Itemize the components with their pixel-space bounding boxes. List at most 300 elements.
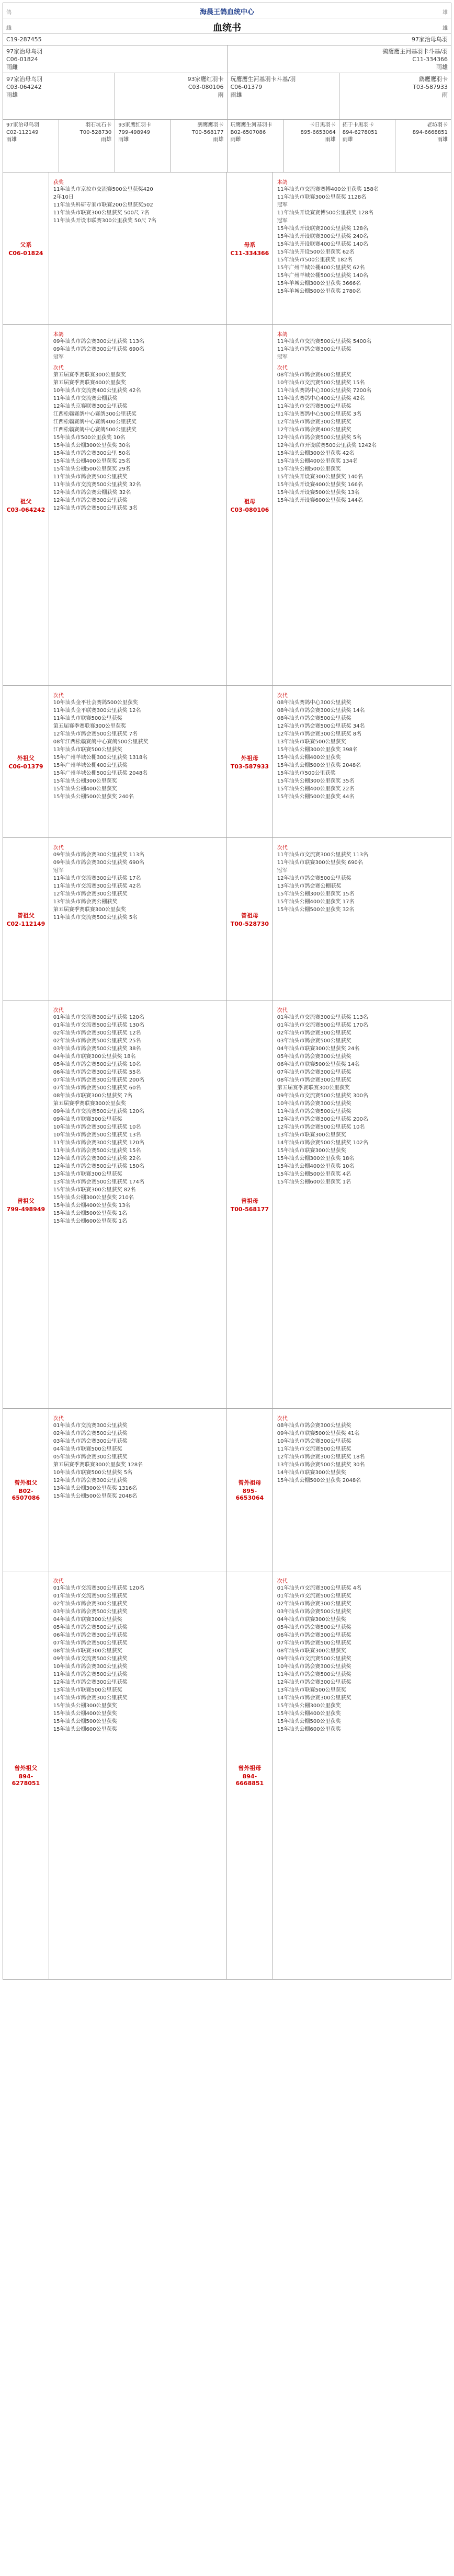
record-line: 15年汕头公棚400公里获奖 134名: [277, 458, 358, 464]
record-body: [49, 1571, 227, 1979]
record-line: 15年汕头公棚400公里获奖 13名: [53, 1203, 131, 1209]
record-line: 12年汕头市鸽会赛300公里获奖: [277, 1680, 351, 1685]
record-line: 05年汕头市鸽会赛300公里获奖: [53, 1454, 128, 1460]
record-line: 03年汕头市鸽会赛500公里获奖: [277, 1038, 351, 1044]
record-body: [49, 1000, 227, 1408]
document-title: 血统书: [213, 22, 241, 33]
record-line: 15年汕头公棚300公里获奖: [277, 1703, 341, 1709]
record-line: 04年汕头市联赛300公里获奖 18名: [53, 1054, 136, 1060]
record-role: 曾外祖母: [238, 1479, 262, 1486]
record-section-label: 次代: [277, 365, 288, 371]
record-line: 07年汕头市鸽会赛300公里获奖 200名: [53, 1077, 144, 1083]
grandparent-color: 雨: [442, 91, 448, 98]
record-line: 01年汕头市交流赛300公里获奖 113名: [277, 1015, 368, 1020]
record-body: [49, 1409, 227, 1571]
record-line: 05年汕头市鸽会赛500公里获奖: [53, 1625, 128, 1630]
record-line: 15年汕头公棚300公里获奖 35名: [277, 778, 355, 784]
record-label: [3, 325, 49, 685]
record-line: 12年汕头市鸽会赛500公里获奖: [277, 876, 351, 881]
record-line: 09年汕头市交流赛500公里获奖: [277, 1656, 351, 1662]
record-line: 15年汕头市500公里获奖: [277, 770, 336, 776]
record-line: 12年汕头市鸽会赛300公里获奖: [53, 498, 128, 503]
record-line: 15年汕头公棚300公里获奖: [53, 1703, 117, 1709]
parent-color: 雨雄: [436, 64, 448, 71]
record-label: [3, 1571, 49, 1979]
record-line: 11年汕头市交流赛500公里获奖 32名: [53, 482, 141, 488]
record-line: 15年汕头公棚500公里获奖 2048名: [277, 1478, 361, 1484]
grandparent-color: 雨雄: [230, 91, 242, 98]
record-section-label: 次代: [53, 1416, 64, 1422]
record-line: 09年汕头市联赛300公里获奖: [53, 1117, 122, 1122]
record-line: 06年汕头市鸽会赛300公里获奖: [53, 1632, 128, 1638]
record-line: 08年汕头市联赛300公里获奖: [53, 1648, 122, 1654]
record-line: 09年汕头市鸽会赛300公里获奖 690名: [53, 347, 144, 352]
record-line: 11年汕头市交流赛500公里获奖: [277, 404, 351, 409]
record-line: 08年汕头市联赛300公里获奖: [277, 1648, 346, 1654]
ancestor-name: 97家治母鸟羽: [6, 122, 39, 128]
ancestor-color: 雨雄: [325, 137, 336, 143]
record-line: 11年汕头赛鸽中心500公里获奖 3名: [277, 411, 362, 417]
record-line: 13年汕头公棚300公里获奖 1316名: [53, 1486, 138, 1491]
great-grandparent-cell: [3, 120, 59, 172]
record-line: 07年汕头市鸽会赛500公里获奖: [277, 1640, 351, 1646]
record-line: 10年汕头市交流赛400公里获奖 42名: [53, 388, 141, 394]
record-line: 11年汕头市交流赛300公里获奖 42名: [53, 883, 141, 889]
record-line: 13年汕头市联赛500公里获奖: [53, 1687, 122, 1693]
great-grandparent-cell: [228, 120, 283, 172]
record-section-label: 次代: [277, 1416, 288, 1422]
record-line: 15年汕头开设赛500公里获奖 13名: [277, 490, 360, 496]
record-line: 11年汕头科研专家市联赛200公里获奖502: [53, 202, 153, 208]
great-grandparent-cell: [395, 120, 451, 172]
record-line: 11年汕头市交流赛500公里获奖 5名: [53, 915, 138, 921]
record-line: 11年汕头开设市联赛300公里获奖 50尺 7名: [53, 218, 157, 224]
record-line: 01年汕头市交流赛300公里获奖 120名: [53, 1585, 144, 1591]
record-line: 11年汕头市京拉市交流赛500公里获奖420: [53, 187, 153, 192]
record-line: 第五届赛季赛联赛300公里获奖: [53, 723, 126, 729]
record-body: [273, 325, 451, 685]
record-row: [3, 325, 451, 686]
record-line: 15年汕头公棚500公里获奖: [53, 1719, 117, 1724]
record-label: [227, 325, 273, 685]
grandparent-ring: C06-01379: [230, 84, 263, 90]
record-line: 15年广州羊城公棚500公里获奖 140名: [277, 273, 368, 279]
record-line: 04年汕头市联赛300公里获奖: [277, 1617, 346, 1623]
record-role: 外祖父: [17, 754, 35, 762]
subject-ring: C19-287455: [6, 36, 42, 43]
org-title-bar: [3, 3, 451, 18]
record-line: 11年汕头市联赛300公里获奖 690名: [277, 860, 363, 866]
record-body: [273, 1571, 451, 1979]
record-label: [3, 1409, 49, 1571]
hero-left-mark: 雌: [6, 26, 12, 31]
record-line: 04年汕头市联赛500公里获奖: [53, 1446, 122, 1452]
record-line: 2年10日: [53, 194, 74, 200]
record-line: 02年汕头市鸽会赛300公里获奖 12名: [53, 1030, 141, 1036]
record-line: 12年汕头京赛联赛300公里获奖: [53, 404, 128, 409]
generation-1: [3, 45, 451, 73]
record-line: 15年汕头公棚300公里获奖 42名: [277, 451, 355, 456]
record-section-label: 次代: [277, 845, 288, 851]
ancestor-name: 玩鹰鹰生河基羽卡: [230, 122, 273, 128]
record-section-label: 次代: [53, 1008, 64, 1014]
parent-cell-dam: [228, 45, 451, 73]
record-line: 11年汕头市交流赛300公里获奖 17名: [53, 876, 141, 881]
great-grandparent-cell: [283, 120, 339, 172]
record-line: 15年广州羊城公棚400公里获奖 62名: [277, 265, 365, 271]
record-line: 11年汕头市交流赛500公里获奖: [277, 1446, 351, 1452]
record-line: 03年汕头市鸽会赛500公里获奖: [277, 1609, 351, 1615]
record-line: 09年汕头市鸽会赛300公里获奖 113名: [53, 339, 144, 344]
record-line: 12年汕头市鸽会赛500公里获奖 10名: [277, 1124, 365, 1130]
record-line: 15年汕头开设赛600公里获奖 144名: [277, 498, 363, 503]
record-role: 母系: [244, 241, 256, 248]
record-line: 08年汕头市鸽会赛600公里获奖: [277, 372, 351, 378]
record-line: 10年汕头市交流赛500公里获奖 15名: [277, 380, 365, 386]
record-line: 15年汕头公棚500公里获奖 32名: [277, 907, 355, 913]
record-body: [273, 1000, 451, 1408]
record-row: [3, 1000, 451, 1409]
record-body: [273, 172, 451, 324]
record-line: 江西松赣赛鸽中心赛鸽500公里获奖: [53, 427, 137, 433]
grandparent-color: 雨: [218, 91, 224, 98]
record-label: [3, 1000, 49, 1408]
record-ring: C06-01379: [8, 763, 43, 770]
record-line: 12年汕头市鸽会赛300公里获奖: [53, 1680, 128, 1685]
record-line: 11年汕头市交流赛300公里获奖 113名: [277, 852, 368, 858]
record-line: 09年汕头市交流赛500公里获奖 300名: [277, 1093, 368, 1099]
document-title-bar: [3, 18, 451, 33]
record-line: 07年汕头市鸽会赛500公里获奖 60名: [53, 1085, 141, 1091]
record-line: 03年汕头市鸽会赛500公里获奖 38名: [53, 1046, 141, 1052]
record-line: 14年汕头市鸽会赛300公里获奖: [277, 1695, 351, 1701]
record-line: 13年汕头市联赛300公里获奖: [53, 1171, 122, 1177]
record-line: 01年汕头市交流赛300公里获奖 4名: [277, 1585, 362, 1591]
record-ring: C03-080106: [230, 506, 269, 513]
record-line: 12年汕头市鸽会赛300公里获奖: [53, 891, 128, 897]
parent-ring: C11-334366: [412, 56, 448, 63]
record-line: 01年汕头市交流赛500公里获奖: [277, 1593, 351, 1599]
ancestor-color: 雨雄: [213, 137, 224, 143]
record-label: [3, 686, 49, 837]
pedigree-certificate: [3, 3, 451, 1980]
record-line: 02年汕头市鸽会赛300公里获奖: [53, 1601, 128, 1607]
record-line: 02年汕头市鸽会赛500公里获奖: [53, 1431, 128, 1436]
record-label: [227, 1571, 273, 1979]
record-line: 15年汕头开设联赛400公里获奖 140名: [277, 242, 368, 247]
record-section-label: 次代: [277, 693, 288, 699]
record-line: 11年汕头市联赛300公里获奖 1128名: [277, 194, 367, 200]
record-line: 第五届赛季赛联赛300公里获奖 128名: [53, 1462, 143, 1468]
record-ring: 894-6668851: [235, 1773, 264, 1787]
great-grandparent-cell: [59, 120, 115, 172]
record-line: 第五届赛季赛联赛300公里获奖: [277, 1085, 350, 1091]
grandparent-color: 雨雄: [6, 91, 18, 98]
ancestor-ring: T00-568177: [191, 130, 224, 135]
record-line: 11年汕头市鸽会赛500公里获奖 15名: [53, 1148, 141, 1154]
record-line: 15年汕头市500公里获奖 10名: [53, 435, 126, 441]
record-body: [49, 172, 227, 324]
record-line: 13年汕头市鸽会赛500公里获奖 30名: [277, 1462, 365, 1468]
ancestor-ring: 895-6653064: [300, 130, 336, 135]
record-role: 祖母: [244, 498, 256, 505]
record-ring: T03-587933: [230, 763, 269, 770]
record-line: 冠军: [53, 868, 64, 873]
record-role: 曾祖父: [17, 912, 35, 919]
ancestor-ring: B02-6507086: [230, 130, 266, 135]
record-line: 01年汕头市交流赛300公里获奖 120名: [53, 1015, 144, 1020]
record-line: 10年汕头市鸽会赛500公里获奖 13名: [53, 1132, 141, 1138]
record-line: 10年汕头市鸽会赛300公里获奖: [277, 1664, 351, 1670]
record-label: [227, 172, 273, 324]
record-line: 06年汕头市联赛500公里获奖 14名: [277, 1062, 360, 1067]
ancestor-color: 雨雄: [101, 137, 112, 143]
record-line: 15年羊城公棚300公里获奖 3666名: [277, 281, 361, 286]
record-line: 02年汕头市鸽会赛500公里获奖 25名: [53, 1038, 141, 1044]
record-line: 07年汕头市鸽会赛500公里获奖: [53, 1640, 128, 1646]
record-line: 11年汕头开设赛赛博500公里获奖 128名: [277, 210, 373, 216]
record-line: 02年汕头市鸽会赛300公里获奖: [277, 1030, 351, 1036]
record-line: 05年汕头市鸽会赛300公里获奖: [277, 1054, 351, 1060]
record-line: 冠军: [277, 202, 288, 208]
ancestor-name: 羽石坑石卡: [85, 122, 112, 128]
record-line: 15年汕头公棚300公里获奖 18名: [277, 1156, 355, 1162]
record-role: 祖父: [20, 498, 32, 505]
record-line: 13年汕头市鸽会赛500公里获奖 174名: [53, 1179, 144, 1185]
record-ring: B02-6507086: [12, 1488, 40, 1501]
record-line: 15年汕头公棚300公里获奖: [53, 778, 117, 784]
record-line: 08年江西松赣赛鸽中心赛鸽500公里获奖: [53, 739, 149, 745]
record-line: 11年汕头市交流赛公棚获奖: [53, 396, 118, 401]
grandparent-cell: [339, 73, 451, 119]
record-line: 10年汕头市鸽会赛300公里获奖: [277, 1439, 351, 1444]
record-line: 10年汕头市鸽会赛300公里获奖 10名: [53, 1124, 141, 1130]
record-line: 15年汕头公棚600公里获奖 1名: [53, 1218, 128, 1224]
record-line: 04年汕头市联赛300公里获奖 24名: [277, 1046, 360, 1052]
hero-right-mark: 雄: [442, 26, 448, 31]
record-line: 15年汕头公棚400公里获奖: [277, 1711, 341, 1717]
grandparent-name: 97家治母鸟羽: [6, 76, 42, 83]
record-row: [3, 172, 451, 325]
record-line: 15年汕头市500公里获奖 182名: [277, 257, 353, 263]
record-label: [227, 838, 273, 1000]
record-line: 15年汕头公棚500公里获奖 4名: [277, 1171, 351, 1177]
record-line: 江西松赣赛鸽中心赛鸽400公里获奖: [53, 419, 137, 425]
parent-name: 97家治母鸟羽: [6, 48, 42, 55]
record-line: 11年汕头市交流赛赛博400公里获奖 158名: [277, 187, 379, 192]
record-line: 01年汕头市交流赛300公里获奖: [53, 1423, 128, 1429]
record-line: 06年汕头市鸽会赛300公里获奖: [277, 1632, 351, 1638]
great-grandparent-cell: [171, 120, 227, 172]
record-line: 12年汕头市鸽会赛500公里获奖 7名: [53, 731, 138, 737]
record-line: 08年汕头市联赛300公里获奖 7名: [53, 1093, 133, 1099]
record-section-label: 本鸽: [53, 332, 64, 338]
record-ring: C11-334366: [230, 249, 269, 257]
ancestor-name: 93家鹰红羽卡: [118, 122, 151, 128]
record-body: [49, 686, 227, 837]
grandparent-ring: C03-080106: [188, 84, 224, 90]
record-ring: C03-064242: [6, 506, 46, 513]
record-line: 13年汕头市联赛300公里获奖: [277, 1132, 346, 1138]
record-line: 15年汕头公棚500公里获奖 29名: [53, 466, 131, 472]
record-row: [3, 838, 451, 1000]
record-line: 15年汕头公棚500公里获奖: [277, 1719, 341, 1724]
record-line: 12年汕头市鸽会赛500公里获奖 5名: [277, 435, 362, 441]
record-line: 15年汕头公棚400公里获奖 22名: [277, 786, 355, 792]
record-line: 12年汕头市鸽会赛300公里获奖 18名: [277, 1454, 365, 1460]
record-line: 15年汕头市鸽会赛300公里 50名: [53, 451, 131, 456]
record-line: 11年汕头市交流赛500公里获奖 5400名: [277, 339, 372, 344]
record-body: [273, 1409, 451, 1571]
record-line: 冠军: [277, 218, 288, 224]
record-label: [3, 172, 49, 324]
ancestor-name: 老坊羽卡: [427, 122, 448, 128]
record-line: 11年汕头市鸽会赛500公里获奖: [277, 1109, 351, 1114]
record-ring: T00-568177: [230, 1205, 269, 1213]
record-line: 15年汕头公棚500公里获奖 2048名: [277, 763, 361, 768]
ancestor-color: 雨雄: [118, 137, 129, 143]
record-line: 第五届赛季赛联赛300公里获奖: [53, 907, 126, 913]
record-line: 11年汕头市联赛500公里获奖: [53, 716, 122, 721]
record-section-label: 次代: [53, 1579, 64, 1584]
record-line: 01年汕头市交流赛500公里获奖 170名: [277, 1022, 368, 1028]
record-line: 江西松赣赛鸽中心赛鸽300公里获奖: [53, 411, 137, 417]
record-line: 10年汕头金平社会赛鸽500公里获奖: [53, 700, 138, 706]
record-role: 父系: [20, 241, 32, 248]
record-line: 14年汕头市鸽会赛300公里获奖: [53, 1695, 128, 1701]
record-section-label: 次代: [277, 1008, 288, 1014]
record-line: 13年汕头市联赛500公里获奖: [53, 747, 122, 753]
record-line: 11年汕头市鸽会赛500公里获奖: [277, 1672, 351, 1677]
record-line: 15年广州羊城公棚300公里获奖 1318名: [53, 755, 148, 761]
record-line: 15年汕头公棚300公里获奖 398名: [277, 747, 358, 753]
record-line: 12年汕头市鸽会赛500公里获奖 150名: [53, 1164, 144, 1169]
record-line: 15年汕头公棚300公里获奖 210名: [53, 1195, 134, 1201]
grandparent-ring: T03-587933: [413, 84, 448, 90]
record-line: 12年汕头市鸽会赛300公里获奖: [277, 419, 351, 425]
ancestor-name: 鹞鹰鹰羽卡: [197, 122, 224, 128]
record-line: 09年汕头市鸽会赛300公里获奖 690名: [53, 860, 144, 866]
org-name: 海晨王鸽血统中心: [199, 8, 254, 16]
ancestor-ring: 894-6668851: [412, 130, 448, 135]
record-line: 08年汕头市鸽会赛300公里获奖: [277, 1077, 351, 1083]
record-line: 冠军: [53, 354, 64, 360]
record-line: 12年汕头市鸽会赛500公里获奖 3名: [53, 505, 138, 511]
record-line: 08年汕头市鸽会赛500公里获奖: [277, 716, 351, 721]
record-ring: 894-6278051: [12, 1773, 40, 1787]
grandparent-name: 玩鹰鹰生河基羽卡斗基/羽: [230, 76, 296, 83]
record-ring: 799-498949: [6, 1205, 46, 1213]
record-ring: 895-6653064: [235, 1488, 264, 1501]
record-line: 15年汕头开设赛300公里获奖 140名: [277, 474, 363, 480]
record-line: 09年汕头市交流赛500公里获奖: [53, 1656, 128, 1662]
record-line: 15年汕头开设500公里获奖 62名: [277, 249, 355, 255]
record-line: 13年汕头市鸽会赛公棚获奖: [277, 883, 342, 889]
record-line: 12年汕头市鸽会赛500公里获奖 34名: [277, 723, 365, 729]
record-line: 11年汕头市鸽会赛300公里获奖 120名: [53, 1140, 144, 1146]
subject-ring-row: [3, 33, 451, 45]
record-line: 11年汕头市联赛300公里获奖 500尺 7名: [53, 210, 150, 216]
parent-name: 鹞鹰鹰主河基羽卡斗基/羽: [382, 48, 448, 55]
record-line: 12年汕头市鸽会赛300公里获奖 22名: [53, 1156, 141, 1162]
record-body: [49, 325, 227, 685]
record-line: 第五届赛季赛联赛300公里获奖: [53, 372, 126, 378]
ancestor-color: 雨雄: [342, 137, 353, 143]
record-label: [227, 1000, 273, 1408]
record-line: 09年汕头市交流赛500公里获奖 120名: [53, 1109, 144, 1114]
record-line: 15年汕头公棚400公里获奖 10名: [277, 1164, 355, 1169]
parent-cell-sire: [3, 45, 228, 73]
record-line: 第五届赛季赛联赛300公里获奖: [53, 1101, 126, 1107]
performance-records: [3, 172, 451, 1979]
record-line: 15年汕头开设联赛200公里获奖 128名: [277, 226, 368, 232]
record-line: 15年汕头公棚500公里获奖 2048名: [53, 1493, 138, 1499]
subject-strain: 97家治母鸟羽: [412, 36, 448, 43]
generation-3: [3, 120, 451, 172]
record-line: 13年汕头市鸽会赛公棚获奖: [53, 899, 118, 905]
grandparent-cell: [228, 73, 339, 119]
record-row: [3, 686, 451, 838]
ancestor-ring: T00-528730: [80, 130, 112, 135]
record-line: 15年汕头公棚500公里获奖 44名: [277, 794, 355, 800]
record-role: 外祖母: [241, 754, 258, 762]
record-line: 14年汕头市鸽会赛500公里获奖 102名: [277, 1140, 368, 1146]
record-line: 15年汕头公棚600公里获奖: [53, 1727, 117, 1732]
record-line: 14年汕头市联赛300公里获奖: [277, 1470, 346, 1476]
record-role: 曾外祖父: [14, 1479, 38, 1486]
record-ring: C06-01824: [8, 249, 43, 257]
record-section-label: 次代: [277, 1579, 288, 1584]
record-line: 15年汕头公棚600公里获奖: [277, 1727, 341, 1732]
ancestor-name: 拓于卡黑羽卡: [342, 122, 374, 128]
record-line: 12年汕头市鸽会赛300公里获奖 8名: [277, 731, 362, 737]
grandparent-cell: [115, 73, 227, 119]
record-line: 15年广州羊城公棚500公里获奖 2048名: [53, 770, 148, 776]
record-line: 11年汕头市鸽会赛500公里获奖: [53, 474, 128, 480]
record-line: 12年汕头市鸽会赛400公里获奖: [277, 427, 351, 433]
great-grandparent-cell: [339, 120, 395, 172]
record-line: 05年汕头市鸽会赛500公里获奖 10名: [53, 1062, 141, 1067]
record-line: 12年汕头市开设联赛500公里获奖 1242名: [277, 443, 377, 448]
record-line: 11年汕头金平联赛300公里获奖 12名: [53, 708, 141, 714]
record-line: 11年汕头赛鸽中心400公里获奖 42名: [277, 396, 365, 401]
record-line: 15年汕头公棚500公里获奖 1名: [53, 1211, 128, 1216]
ancestor-color: 雨雄: [6, 137, 17, 143]
ancestor-ring: 799-498949: [118, 130, 151, 135]
record-line: 03年汕头市鸽会赛500公里获奖: [53, 1609, 128, 1615]
record-line: 01年汕头市交流赛500公里获奖 130名: [53, 1022, 144, 1028]
ancestor-color: 雨雄: [437, 137, 448, 143]
record-role: 曾外祖母: [238, 1765, 262, 1772]
record-section-label: 次代: [53, 693, 64, 699]
record-section-label: 获奖: [53, 180, 64, 186]
record-line: 03年汕头市鸽会赛300公里获奖: [53, 1439, 128, 1444]
great-grandparent-cell: [115, 120, 171, 172]
record-line: 13年汕头市联赛500公里获奖: [277, 1687, 346, 1693]
record-body: [273, 838, 451, 1000]
parent-ring: C06-01824: [6, 56, 38, 63]
record-role: 曾祖母: [241, 1197, 258, 1204]
ancestor-ring: C02-112149: [6, 130, 39, 135]
generation-2: [3, 73, 451, 120]
record-label: [227, 686, 273, 837]
record-line: 10年汕头市鸽会赛300公里获奖: [53, 1664, 128, 1670]
record-section-label: 本鸽: [277, 180, 288, 186]
record-label: [3, 838, 49, 1000]
record-line: 08年汕头市鸽会赛300公里获奖 14名: [277, 708, 365, 714]
record-line: 冠军: [277, 354, 288, 360]
record-row: [3, 1409, 451, 1571]
